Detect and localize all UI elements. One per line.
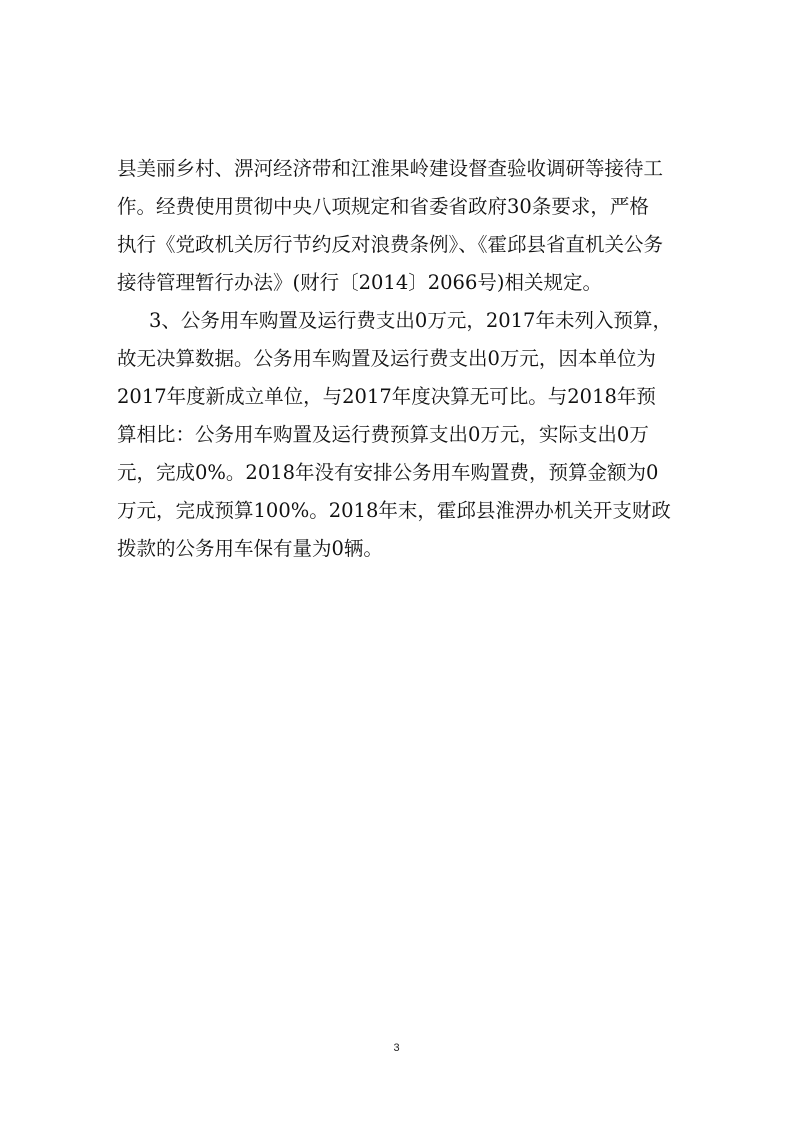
body-text <box>117 150 681 568</box>
paragraph-start-line: 3、公务用车购置及运行费支出0万元，2017年未列入预算， <box>149 309 672 332</box>
text-line: 万元，完成预算100%。2018年末，霍邱县淮淠办机关开支财政 <box>117 499 671 522</box>
text-line: 接待管理暂行办法》(财行〔2014〕2066号)相关规定。 <box>117 271 602 294</box>
page-number: 3 <box>393 1042 400 1054</box>
text-line: 拨款的公务用车保有量为0辆。 <box>117 537 383 560</box>
text-line: 算相比：公务用车购置及运行费预算支出0万元，实际支出0万 <box>117 423 649 446</box>
text-line: 元，完成0%。2018年没有安排公务用车购置费，预算金额为0 <box>117 461 659 484</box>
text-line: 故无决算数据。公务用车购置及运行费支出0万元，因本单位为 <box>117 347 656 370</box>
text-line: 县美丽乡村、淠河经济带和江淮果岭建设督查验收调研等接待工 <box>117 157 664 180</box>
text-line: 作。经费使用贯彻中央八项规定和省委省政府30条要求，严格 <box>117 195 649 218</box>
text-line: 2017年度新成立单位，与2017年度决算无可比。与2018年预 <box>117 385 656 408</box>
text-line: 执行《党政机关厉行节约反对浪费条例》、《霍邱县省直机关公务 <box>117 233 664 256</box>
